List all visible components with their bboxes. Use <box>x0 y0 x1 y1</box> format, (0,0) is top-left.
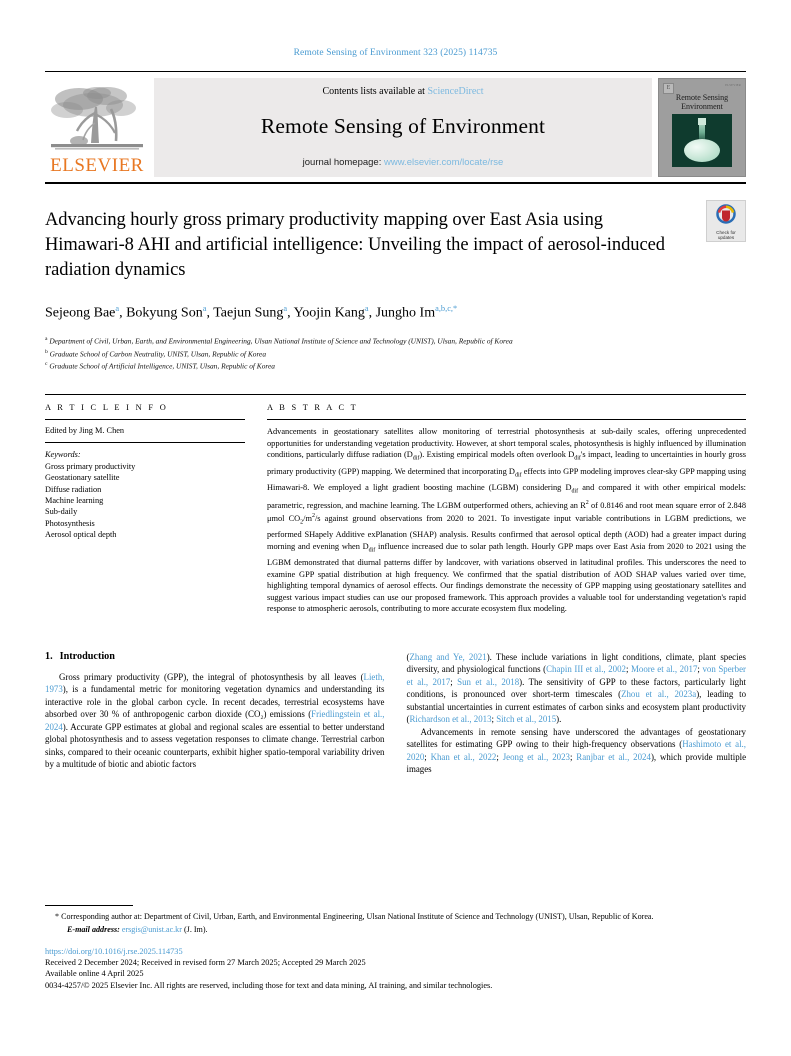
citation-link[interactable]: von Sperber et al., 2017 <box>406 664 746 687</box>
corresponding-text: Corresponding author at: Department of Civil, Urban, Earth, and Environmental Engineering, Ulsan National Institute of Science and Technology (UNIST), Ulsan, Republic of Korea. <box>61 912 654 922</box>
author-name: Taejun Sung <box>213 305 284 321</box>
abstract-text: Advancements in geostationary satellites allow monitoring of terrestrial photosynthesis at sub-daily scales, offering unprecedented opportunities for understanding vegetation productivity. However, at short temporal scales, photosynthesis is highly influenced by illumination conditions, particularly diffuse radiation $(D_{dif})$. Existing empirical models often overlook $D_{dif}'s$ impact, leading to uncertainties in hourly gross primary productivity (GPP) mapping. We determined that incorporating $D_{dif}$ effects into GPP modeling improves clear-sky GPP mapping using Himawari-8. We employed a light gradient boosting machine (LGBM) considering $D_{dif}$ and compared it with other empirical models: parametric, regression, and machine learning. The LGBM outperformed others, achieving an $R^2$ of 0.8146 and root mean square error of 2.848 μmol $CO_2/m^2/s$ against ground observations from 2020 to 2021. To investigate input variable contributions in LGBM predictions, we performed SHapely Additive exPlanation (SHAP) analysis. Results confirmed that aerosol optical depth (AOD) had a greater impact during morning and evening when $D_{dif}$ influence increased due to solar path length. Hourly GPP maps over East Asia from 2020 to 2021 using the LGBM demonstrated that diurnal patterns differ by landcover, with variations observed in latitudinal profiles. This underscores the need to examine GPP spatial distribution at high frequency. We confirmed that the spatial distribution of AOD SHAP values varied over time, highlighting temporal dynamics of aerosol effects. Our findings demonstrate the necessity of GPP mapping using geostationary satellites and suggest various impact studies can use our proposed framework. This approach provides a valuable tool for understanding vegetation's rapid response to atmospheric aerosols, contributing to more accurate ecosystem flux modeling. <box>267 427 747 614</box>
journal-band <box>154 78 652 177</box>
running-head: Remote Sensing of Environment 323 (2025) 114735 <box>293 48 498 58</box>
affiliation-item: $^a$ Department of Civil, Urban, Earth, and Environmental Engineering, Ulsan National Institute of Science and Technology (UNIST), Ulsan, Republic of Korea <box>45 335 513 346</box>
citation-link[interactable]: Chapin III et al., 2002 <box>546 664 626 675</box>
crossmark-label <box>707 230 745 241</box>
corresponding-marker: * <box>55 912 60 922</box>
email-suffix: (J. Im). <box>183 924 208 934</box>
affiliation-mark: a <box>45 335 48 342</box>
received-dates: Received 2 December 2024; Received in revised form 27 March 2025; Accepted 29 March 2025 <box>45 958 366 968</box>
info-abstract-section <box>45 394 746 615</box>
title-block <box>45 208 746 372</box>
edited-by: Edited by Jing M. Chen <box>45 426 125 436</box>
footer-metadata <box>45 946 746 991</box>
author-affiliation-mark: a <box>364 304 369 313</box>
affiliation-mark: c <box>45 361 48 368</box>
affiliation-item: $^b$ Graduate School of Carbon Neutrality, UNIST, Ulsan, Republic of Korea <box>45 348 267 358</box>
abstract-superscript: 2 <box>311 513 315 520</box>
abstract-heading: A B S T R A C T <box>267 403 359 413</box>
keyword-item: Photosynthesis <box>45 518 95 528</box>
section-heading-introduction <box>45 651 385 662</box>
affiliation-list <box>45 334 676 373</box>
contents-line <box>322 86 483 97</box>
keyword-item: Machine learning <box>45 495 104 505</box>
author-name: Bokyung Son <box>126 305 203 321</box>
abstract-rule <box>267 419 746 420</box>
author-list: Sejeong Bae$^a$, Bokyung Son$^a$, Taejun Sung$^a$, Yoojin Kang$^a$, Jungho $Im^{a,b,c,*}$ <box>45 304 458 321</box>
author-name: Sejeong Bae <box>45 305 116 321</box>
keywords-title: Keywords: <box>45 450 81 460</box>
affiliation-item: $^c$ Graduate School of Artificial Intelligence, UNIST, Ulsan, Republic of Korea <box>45 361 275 371</box>
introduction-section <box>45 651 746 776</box>
crossmark-badge[interactable] <box>706 200 746 242</box>
contents-prefix: Contents lists available at <box>322 86 428 97</box>
copyright-line: 0034-4257/© 2025 Elsevier Inc. All rights are reserved, including those for text and data mining, AI training, and similar technologies. <box>45 980 493 990</box>
intro-paragraph-1: Gross primary productivity (GPP), the integral of photosynthesis by all leaves (Lieth, 1973), is a fundamental metric for monitoring vegetation dynamics and understanding its interactive role in the global carbon cycle. In recent decades, terrestrial ecosystems have absorbed over 30 % of anthropogenic carbon dioxide (CO₂) emissions (Friedlingstein et al., 2024). Accurate GPP estimates at global and regional scales are essential to better understand global photosynthesis and to assess vegetation responses to climate change. Terrestrial carbon sinks, compared to their oceanic counterparts, exhibit higher spatio-temporal variability driven by a multitude of biotic and abiotic factors <box>45 671 385 770</box>
email-label: E-mail address: <box>67 924 120 934</box>
cover-artwork <box>672 114 732 167</box>
cover-topbar <box>663 83 741 93</box>
author-affiliation-mark: a <box>283 304 288 313</box>
email-note <box>45 924 746 935</box>
keyword-item: Aerosol optical depth <box>45 530 117 540</box>
affiliation-mark: b <box>45 348 48 355</box>
section-title-text: Introduction <box>59 650 115 662</box>
cover-title <box>663 94 741 111</box>
citation-link[interactable]: Jeong et al., 2023 <box>502 751 570 762</box>
journal-cover-thumbnail <box>658 78 746 177</box>
citation-link[interactable]: Zhou et al., 2023a <box>621 689 697 700</box>
cover-issue-text: ELSEVIER <box>725 83 741 87</box>
keyword-item: Gross primary productivity <box>45 461 136 471</box>
cover-bulb-shape <box>684 139 720 162</box>
keywords-items <box>45 461 245 541</box>
intro-paragraph-2: (Zhang and Ye, 2021). These include variations in light conditions, climate, plant species diversity, and physiological functions (Chapin III et al., 2002; Moore et al., 2017; von Sperber et al., 2017; Sun et al., 2018). The sensitivity of GPP to these factors, particularly light conditions, is pronounced over short-term timescales (Zhou et al., 2023a), leading to substantial uncertainties in current estimates of carbon sinks and ecosystem plant productivity (Richardson et al., 2013; Sitch et al., 2015). <box>406 651 747 725</box>
keyword-item: Sub-daily <box>45 507 78 517</box>
author-affiliation-mark: a,b,c,* <box>435 304 458 313</box>
journal-title: Remote Sensing of Environment <box>260 113 546 138</box>
crossmark-icon <box>716 204 736 224</box>
page-title: Advancing hourly gross primary productivity mapping over East Asia using Himawari-8 AHI and artificial intelligence: Unveiling the impact of aerosol-induced radiation dynamics <box>45 210 666 280</box>
citation-link[interactable]: Zhang and Ye, 2021 <box>409 651 487 662</box>
abstract-subscript: dif <box>412 456 420 463</box>
journal-masthead <box>45 71 746 177</box>
citation-link[interactable]: Sun et al., 2018 <box>457 676 520 687</box>
abstract-superscript: 2 <box>585 499 589 506</box>
abstract-subscript: dif <box>514 472 522 479</box>
keyword-item: Geostationary satellite <box>45 473 120 483</box>
intro-left-column <box>45 651 385 776</box>
keyword-item: Diffuse radiation <box>45 484 102 494</box>
keywords-block <box>45 443 245 540</box>
author-affiliation-mark: a <box>202 304 207 313</box>
abstract-column <box>267 403 746 615</box>
intro-paragraph-3: Advancements in remote sensing have underscored the advantages of geostationary satellites for estimating GPP owing to their high-frequency observations (Hashimoto et al., 2020; Khan et al., 2022; Jeong et al., 2023; Ranjbar et al., 2024), which provide multiple images <box>406 726 747 775</box>
sciencedirect-link[interactable]: ScienceDirect <box>427 86 484 97</box>
abstract-subscript: 2 <box>300 519 304 526</box>
citation-link[interactable]: Ranjbar et al., 2024 <box>576 751 651 762</box>
citation-link[interactable]: Lieth, 1973 <box>45 671 385 695</box>
abstract-subscript: dif <box>571 488 579 495</box>
doi-link[interactable]: https://doi.org/10.1016/j.rse.2025.114735 <box>45 946 183 956</box>
cover-title-line2: Environment <box>681 101 723 111</box>
citation-link[interactable]: Friedlingstein et al., 2024 <box>45 709 385 732</box>
email-link[interactable]: ersgis@unist.ac.kr <box>121 924 182 934</box>
article-info-column <box>45 403 245 615</box>
cover-elsevier-mark-icon: E <box>663 83 674 94</box>
author-name: Yoojin Kang <box>293 305 365 321</box>
intro-right-column <box>407 651 747 776</box>
page-footer <box>45 905 746 991</box>
homepage-prefix: journal homepage: <box>302 157 384 168</box>
crossmark-label-line1: Check for <box>716 230 736 235</box>
crossmark-label-line2: updates <box>717 235 735 241</box>
homepage-line <box>303 157 504 168</box>
citation-link[interactable]: Hashimoto et al., 2020 <box>406 739 746 762</box>
citation-link[interactable]: Richardson et al., 2013 <box>409 714 492 725</box>
footer-rule <box>45 905 133 906</box>
abstract-subscript: dif <box>574 456 581 463</box>
homepage-url-link[interactable]: www.elsevier.com/locate/rse <box>384 157 504 168</box>
citation-link[interactable]: Moore et al., 2017 <box>631 664 698 675</box>
author-affiliation-mark: a <box>115 304 120 313</box>
elsevier-tree-icon <box>49 83 145 155</box>
elsevier-wordmark: ELSEVIER <box>50 155 144 176</box>
citation-link[interactable]: Khan et al., 2022 <box>430 751 497 762</box>
author-name: Jungho Im <box>375 305 436 321</box>
elsevier-logo <box>45 78 149 177</box>
citation-link[interactable]: Sitch et al., 2015 <box>496 714 557 725</box>
available-online: Available online 4 April 2025 <box>45 969 144 979</box>
corresponding-author-note <box>45 911 746 922</box>
section-number: 1. <box>45 650 53 662</box>
abstract-subscript: dif <box>368 547 376 554</box>
cover-title-line1: Remote Sensing <box>675 93 729 102</box>
article-info-heading: A R T I C L E I N F O <box>45 403 169 413</box>
masthead-bottom-rule <box>45 182 746 184</box>
